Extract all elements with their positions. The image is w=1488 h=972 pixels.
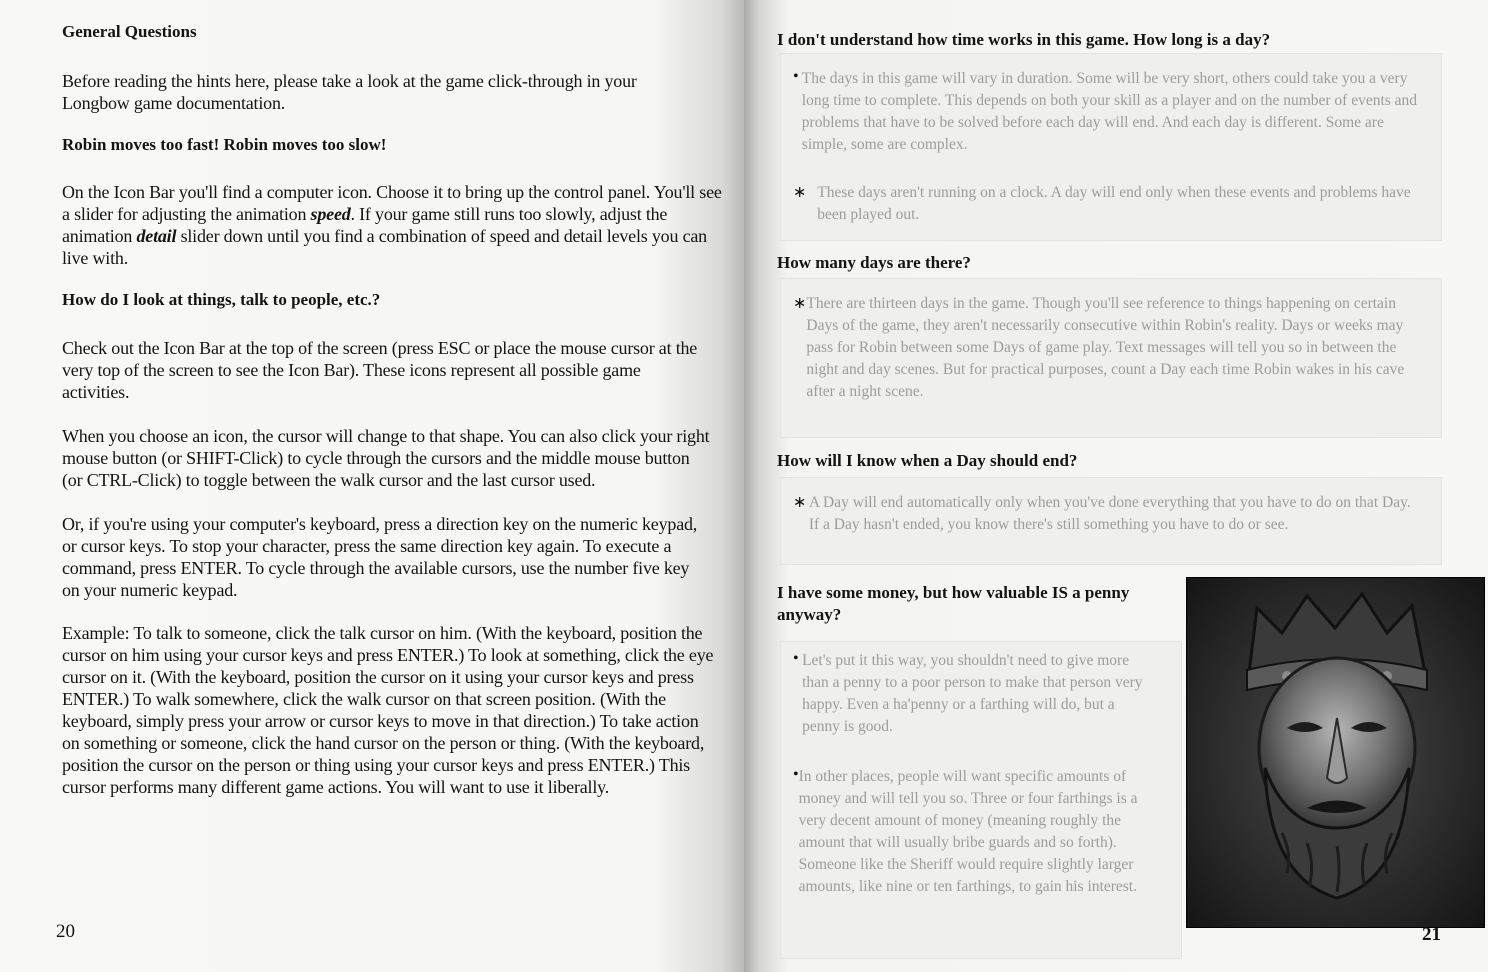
bullet-mark: • [793, 650, 799, 667]
bullet-mark: • [793, 766, 799, 783]
answer-item [793, 68, 1423, 156]
example-paragraph: Example: To talk to someone, click the talk cursor on him. (With the keyboard, position the cursor on him using your cursor keys and press ENTER.) To look at something, click the eye cursor on it. (With the keyboard, position the cursor on it using your cursor keys and press ENTER.) To walk somewhere, click the walk cursor on that screen position. (With the keyboard, simply press your arrow or cursor keys to move in that direction.) To take action on something or someone, click the hand cursor on the person or thing. (With the keyboard, position the cursor on the person or thing using your cursor keys and press ENTER.) This cursor performs many different game actions. You will want to use it liberally. [62, 623, 714, 797]
speed-emphasis: speed [310, 204, 351, 224]
king-portrait-drawing [1187, 578, 1484, 927]
answer-box-day-length [780, 53, 1442, 241]
heading-look-talk: How do I look at things, talk to people, etc.? [62, 290, 381, 309]
right-page [744, 0, 1488, 972]
asterisk-mark: ∗ [793, 295, 807, 312]
asterisk-mark: ∗ [793, 494, 807, 511]
answer-box-day-end [780, 477, 1442, 565]
keyboard-paragraph: Or, if you're using your computer's keyboard, press a direction key on the numeric keypad, or cursor keys. To stop your character, press the same direction key again. To execute a command, press ENTER. To cycle through the available cursors, use the number five key on your numeric keypad. [62, 514, 698, 600]
speed-text-pre: On the Icon Bar you'll find a computer icon. Choose it to bring up the control panel. You'll see a slider for adjusting the animation [62, 182, 722, 224]
answer-text: Let's put it this way, you shouldn't need to give more than a penny to a poor person to make that person very happy. Even a ha'penny or a farthing will do, but a penny is good. [802, 652, 1143, 735]
speed-paragraph [62, 181, 722, 269]
intro-paragraph: Before reading the hints here, please take a look at the game click-through in your Longbow game documentation. [62, 71, 637, 113]
heading-general-questions: General Questions [62, 22, 197, 41]
answer-text: A Day will end automatically only when you've done everything that you have to do on that Day. If a Day hasn't ended, you know there's still something you have to do or see. [808, 494, 1411, 533]
detail-emphasis: detail [136, 226, 177, 246]
iconbar-paragraph: Check out the Icon Bar at the top of the screen (press ESC or place the mouse cursor at the very top of the screen to see the Icon Bar). These icons represent all possible game activities. [62, 338, 698, 402]
page-number-left: 20 [56, 921, 75, 942]
answer-text: There are thirteen days in the game. Though you'll see reference to things happening on certain Days of the game, they aren't necessarily consecutive within Robin's reality. Days or weeks may pass for Robin between some Days of game play. Text messages will tell you so in between the night and day scenes. But for practical purposes, count a Day each time Robin wakes in his cave after a night scene. [806, 295, 1405, 400]
question-penny-value: I have some money, but how valuable IS a penny anyway? [777, 583, 1130, 624]
answer-item [793, 492, 1423, 536]
speed-text-mid: . If your game still runs too slowly, adjust the animation [62, 204, 668, 246]
speed-text-post: slider down until you find a combination of speed and detail levels you can live with. [62, 226, 707, 268]
question-day-length: I don't understand how time works in this game. How long is a day? [777, 30, 1271, 49]
question-day-end: How will I know when a Day should end? [777, 451, 1078, 470]
answer-box-how-many-days [780, 278, 1442, 438]
asterisk-mark: ∗ [793, 184, 807, 201]
answer-text: In other places, people will want specific amounts of money and will tell you so. Three or four farthings is a very decent amount of money (meaning roughly the amount that will usually bribe guards and so forth). Someone like the Sheriff would require slightly larger amounts, like nine or ten farthings, to gain his interest. [798, 768, 1138, 895]
answer-text: The days in this game will vary in duration. Some will be very short, others could take you a very long time to complete. This depends on both your skill as a player and on the number of events and problems that have to be solved before each day will end. And each day is different. Some are simple, some are complex. [801, 70, 1418, 153]
bullet-mark: • [793, 68, 799, 85]
answer-item [793, 182, 1423, 226]
answer-item [793, 650, 1153, 738]
answer-item [793, 766, 1153, 898]
king-portrait-image [1186, 577, 1485, 928]
answer-item [793, 293, 1423, 403]
answer-text: These days aren't running on a clock. A day will end only when these events and problems have been played out. [817, 184, 1411, 223]
heading-robin-speed: Robin moves too fast! Robin moves too slow! [62, 135, 387, 154]
question-how-many-days: How many days are there? [777, 253, 971, 272]
page-number-right: 21 [1422, 924, 1441, 945]
cursor-paragraph: When you choose an icon, the cursor will change to that shape. You can also click your right mouse button (or SHIFT-Click) to cycle through the cursors and the middle mouse button (or CTRL-Click) to toggle between the walk cursor and the last cursor used. [62, 426, 710, 490]
answer-box-penny-value [780, 641, 1182, 959]
